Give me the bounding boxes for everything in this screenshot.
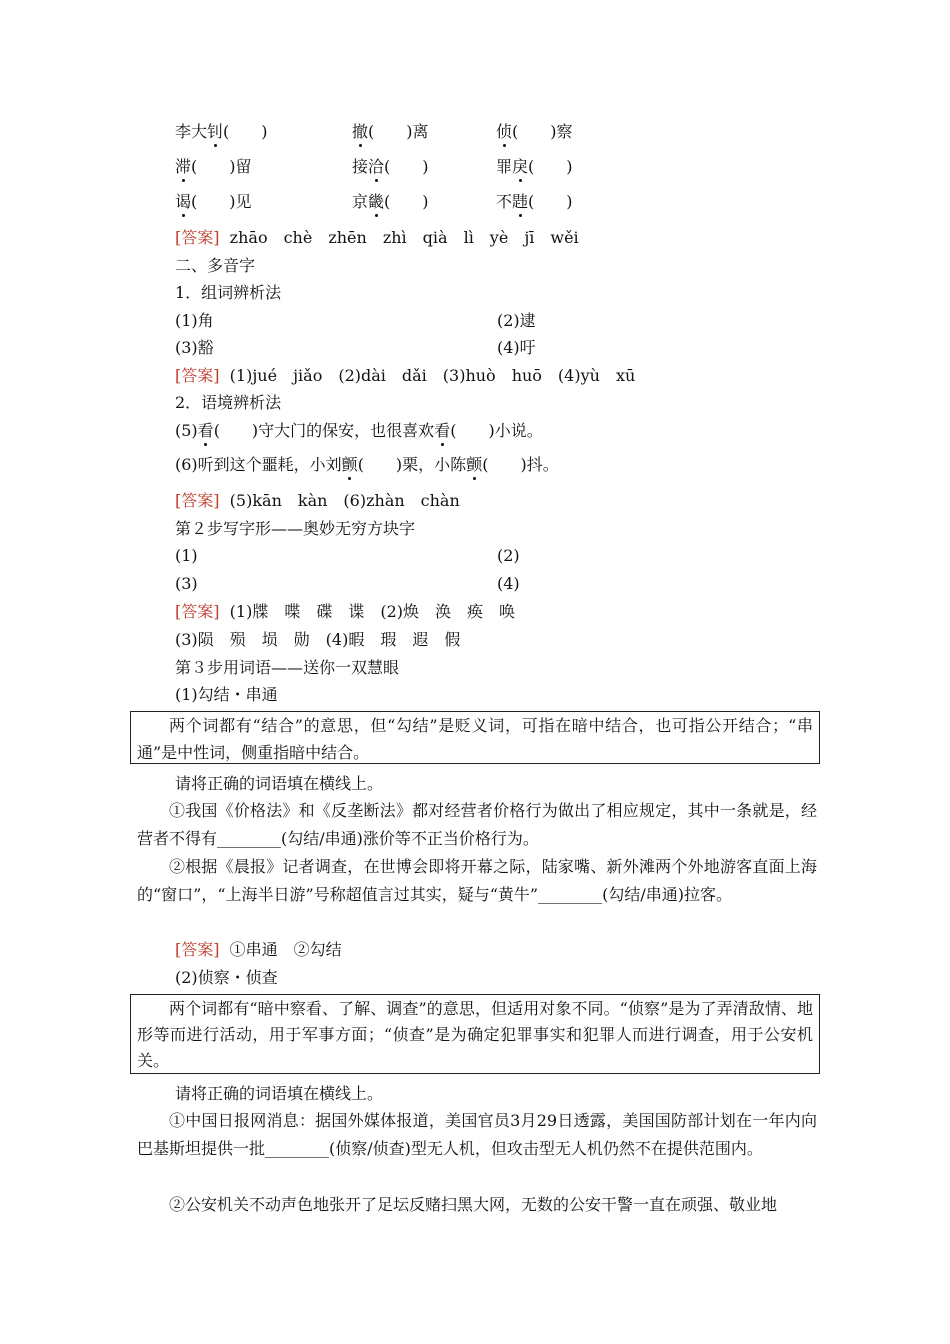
- context-sentence-5: (5)看( )守大门的保安，也很喜欢看( )小说。: [175, 421, 543, 440]
- pinyin-item: 侦( )察: [496, 122, 573, 141]
- answer-tag: [答案]: [175, 228, 220, 247]
- instruction: 请将正确的词语填在横线上。: [175, 774, 384, 793]
- poly-item: (3)豁: [175, 338, 214, 357]
- pinyin-item: 谒( )见: [175, 192, 252, 211]
- answer-3: [答案] (5)kān kàn (6)zhàn chàn: [175, 491, 460, 510]
- pinyin-item: 不韪( ): [496, 192, 573, 211]
- shape-item: (3): [175, 574, 198, 593]
- answer-5: [答案] ①串通 ②勾结: [175, 940, 342, 959]
- word-pair-1-title: (1)勾结・串通: [175, 685, 278, 704]
- section-title-polyphone: 二、多音字: [175, 256, 256, 275]
- question-1-1: ①我国《价格法》和《反垄断法》都对经营者价格行为做出了相应规定，其中一条就是，经营者不得有________(勾结/串通)涨价等不正当价格行为。: [137, 801, 817, 848]
- context-sentence-6: (6)听到这个噩耗，小刘颤( )栗，小陈颤( )抖。: [175, 455, 559, 474]
- answer-4-cont: (3)陨 殒 埙 勋 (4)暇 瑕 遐 假: [175, 630, 461, 649]
- pinyin-item: 李大钊( ): [175, 122, 268, 141]
- answer-4: [答案] (1)牒 喋 碟 谍 (2)焕 涣 痪 唤: [175, 602, 516, 621]
- word-pair-2-title: (2)侦察・侦查: [175, 968, 278, 987]
- pinyin-item: 滞( )留: [175, 157, 252, 176]
- explanation-box-1: [130, 711, 820, 764]
- subsection-title: 2．语境辨析法: [175, 393, 282, 412]
- explanation-box-2: [130, 994, 820, 1074]
- answer-tag: [答案]: [175, 602, 220, 621]
- subsection-title: 1．组词辨析法: [175, 283, 282, 302]
- shape-item: (2): [497, 546, 520, 565]
- step-3-title: 第３步用词语——送你一双慧眼: [175, 658, 400, 677]
- answer-tag: [答案]: [175, 940, 220, 959]
- question-2-2: ②公安机关不动声色地张开了足坛反赌扫黑大网，无数的公安干警一直在顽强、敬业地: [169, 1195, 778, 1214]
- instruction: 请将正确的词语填在横线上。: [175, 1084, 384, 1103]
- answer-2: [答案] (1)jué jiǎo (2)dài dǎi (3)huò huō (4)yù xū: [175, 366, 636, 385]
- question-2-1: ①中国日报网消息：据国外媒体报道，美国官员3月29日透露，美国国防部计划在一年内向巴基斯坦提供一批________(侦察/侦查)型无人机，但攻击型无人机仍然不在提供范围内。: [137, 1111, 817, 1158]
- poly-item: (1)角: [175, 311, 214, 330]
- pinyin-item: 接洽( ): [352, 157, 429, 176]
- poly-item: (2)逮: [497, 311, 536, 330]
- answer-1: [答案] zhāo chè zhēn zhì qià lì yè jī wěi: [175, 228, 579, 247]
- answer-tag: [答案]: [175, 491, 220, 510]
- explanation-text: 两个词都有“暗中察看、了解、调查”的意思，但适用对象不同。“侦察”是为了弄清敌情、地形等而进行活动，用于军事方面；“侦查”是为确定犯罪事实和犯罪人而进行调查，用于公安机关。: [137, 999, 813, 1070]
- shape-item: (4): [497, 574, 520, 593]
- question-1-2: ②根据《晨报》记者调查，在世博会即将开幕之际，陆家嘴、新外滩两个外地游客直面上海的“窗口”，“上海半日游”号称超值言过其实，疑与“黄牛”________(勾结/串通)拉客。: [137, 857, 817, 904]
- pinyin-item: 罪戾( ): [496, 157, 573, 176]
- shape-item: (1): [175, 546, 198, 565]
- pinyin-item: 撤( )离: [352, 122, 429, 141]
- step-2-title: 第２步写字形——奥妙无穷方块字: [175, 519, 416, 538]
- poly-item: (4)吁: [497, 338, 536, 357]
- pinyin-item: 京畿( ): [352, 192, 429, 211]
- explanation-text: 两个词都有“结合”的意思，但“勾结”是贬义词，可指在暗中结合，也可指公开结合；“串通”是中性词，侧重指暗中结合。: [137, 716, 813, 762]
- answer-tag: [答案]: [175, 366, 220, 385]
